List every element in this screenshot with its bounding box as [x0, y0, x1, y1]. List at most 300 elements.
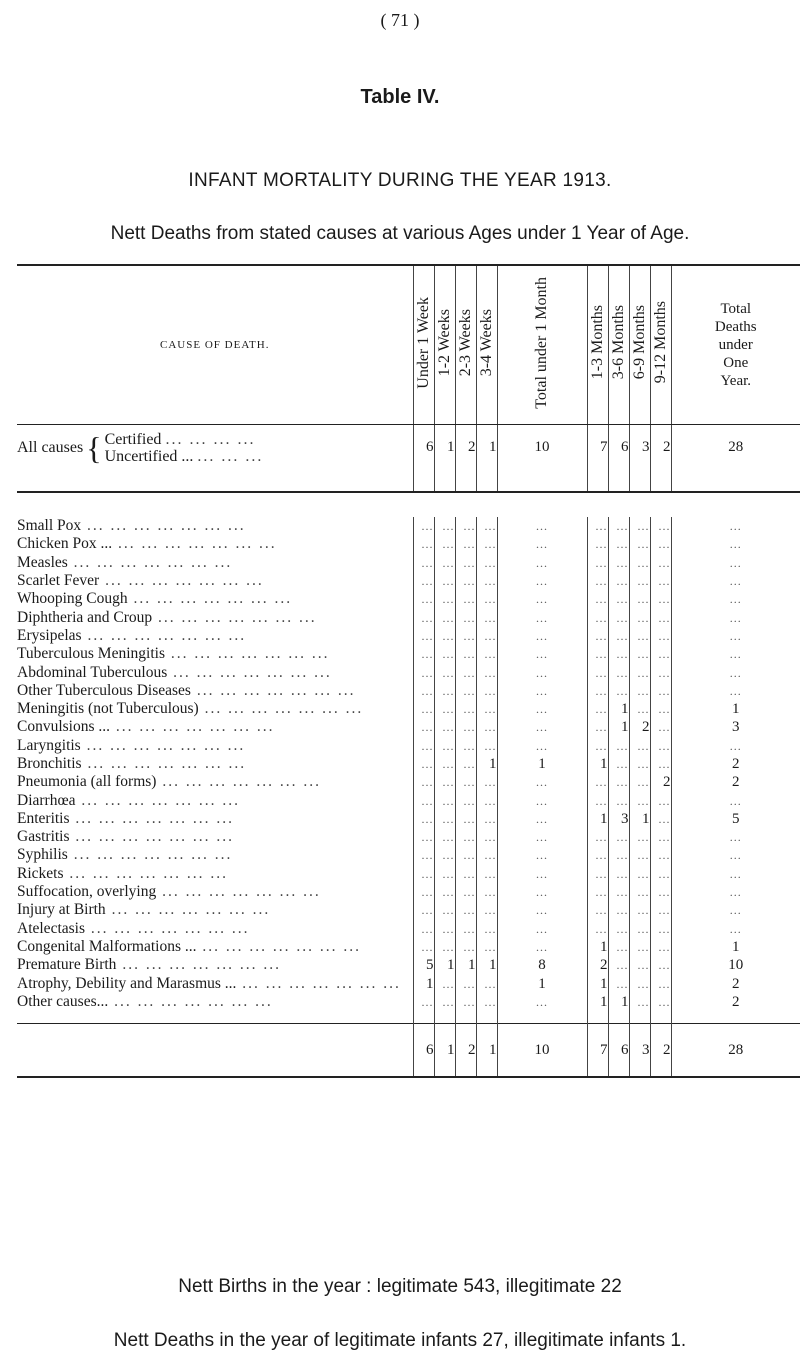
- col-header-9-12-months: 9-12 Months: [650, 265, 671, 425]
- cause-row: [17, 974, 800, 992]
- empty-cell: ...: [455, 663, 476, 681]
- table-subtitle: INFANT MORTALITY DURING THE YEAR 1913.: [188, 170, 612, 191]
- value-cell: 6: [413, 425, 434, 493]
- value-cell: 2: [650, 425, 671, 493]
- empty-cell: ...: [434, 901, 455, 919]
- empty-cell: ...: [497, 682, 587, 700]
- empty-cell: ...: [434, 554, 455, 572]
- empty-cell: ...: [413, 590, 434, 608]
- empty-cell: ...: [434, 700, 455, 718]
- empty-cell: ...: [629, 938, 650, 956]
- empty-cell: ...: [629, 956, 650, 974]
- empty-cell: ...: [671, 572, 800, 590]
- uncertified-label: Uncertified ... ... ... ...: [104, 448, 264, 465]
- empty-cell: ...: [455, 535, 476, 553]
- empty-cell: ...: [671, 901, 800, 919]
- empty-cell: ...: [650, 938, 671, 956]
- empty-cell: ...: [434, 810, 455, 828]
- empty-cell: ...: [413, 920, 434, 938]
- empty-cell: ...: [476, 883, 497, 901]
- empty-cell: ...: [476, 572, 497, 590]
- value-cell: 2: [455, 425, 476, 493]
- empty-cell: ...: [629, 700, 650, 718]
- value-cell: 7: [587, 425, 608, 493]
- empty-cell: ...: [587, 554, 608, 572]
- cause-label: Enteritis ... ... ... ... ... ... ...: [17, 809, 235, 827]
- empty-cell: ...: [413, 554, 434, 572]
- empty-cell: ...: [434, 865, 455, 883]
- empty-cell: ...: [455, 755, 476, 773]
- empty-cell: ...: [413, 608, 434, 626]
- cause-header: CAUSE OF DEATH.: [17, 265, 413, 425]
- empty-cell: ...: [629, 993, 650, 1024]
- empty-cell: ...: [629, 682, 650, 700]
- cause-row: [17, 755, 800, 773]
- empty-cell: ...: [413, 810, 434, 828]
- empty-cell: ...: [671, 828, 800, 846]
- value-cell: 2: [587, 956, 608, 974]
- empty-cell: ...: [455, 901, 476, 919]
- empty-cell: ...: [671, 791, 800, 809]
- empty-cell: ...: [608, 865, 629, 883]
- cause-row: [17, 682, 800, 700]
- empty-cell: ...: [650, 920, 671, 938]
- empty-cell: ...: [629, 517, 650, 535]
- empty-cell: ...: [629, 791, 650, 809]
- cause-row: [17, 590, 800, 608]
- page-number: ( 71 ): [380, 10, 420, 30]
- col-header-under-1-week: Under 1 Week: [413, 265, 434, 425]
- empty-cell: ...: [434, 755, 455, 773]
- empty-cell: ...: [629, 590, 650, 608]
- empty-cell: ...: [455, 846, 476, 864]
- value-cell: 3: [629, 425, 650, 493]
- empty-cell: ...: [650, 517, 671, 535]
- empty-cell: ...: [608, 590, 629, 608]
- empty-cell: ...: [497, 938, 587, 956]
- empty-cell: ...: [476, 791, 497, 809]
- empty-cell: ...: [497, 718, 587, 736]
- empty-cell: ...: [650, 828, 671, 846]
- empty-cell: ...: [434, 627, 455, 645]
- empty-cell: ...: [476, 590, 497, 608]
- cause-label: Other causes... ... ... ... ... ... ... ...: [17, 992, 273, 1010]
- value-cell: 2: [671, 993, 800, 1024]
- empty-cell: ...: [608, 663, 629, 681]
- empty-cell: ...: [413, 993, 434, 1024]
- empty-cell: ...: [476, 627, 497, 645]
- value-cell: 1: [497, 974, 587, 992]
- empty-cell: ...: [455, 883, 476, 901]
- value-cell: 2: [671, 974, 800, 992]
- empty-cell: ...: [650, 974, 671, 992]
- value-cell: 2: [650, 1024, 671, 1078]
- empty-cell: ...: [587, 572, 608, 590]
- empty-cell: ...: [476, 828, 497, 846]
- empty-cell: ...: [497, 645, 587, 663]
- empty-cell: ...: [650, 901, 671, 919]
- empty-cell: ...: [497, 810, 587, 828]
- cause-row: [17, 993, 800, 1024]
- value-cell: 1: [434, 425, 455, 493]
- empty-cell: ...: [455, 810, 476, 828]
- empty-cell: ...: [434, 737, 455, 755]
- empty-cell: ...: [608, 572, 629, 590]
- value-cell: 6: [413, 1024, 434, 1078]
- empty-cell: ...: [413, 572, 434, 590]
- col-header-3-6-months: 3-6 Months: [608, 265, 629, 425]
- cause-row: [17, 718, 800, 736]
- empty-cell: ...: [650, 645, 671, 663]
- empty-cell: ...: [608, 901, 629, 919]
- cause-label: Premature Birth ... ... ... ... ... ... ...: [17, 956, 281, 974]
- cause-label: Diarrhœa ... ... ... ... ... ... ...: [17, 791, 241, 809]
- totals-label: [17, 1024, 413, 1078]
- cause-row: [17, 535, 800, 553]
- empty-cell: ...: [497, 590, 587, 608]
- cause-row: [17, 865, 800, 883]
- cause-row: [17, 901, 800, 919]
- empty-cell: ...: [413, 535, 434, 553]
- cause-row: [17, 663, 800, 681]
- empty-cell: ...: [434, 590, 455, 608]
- col-header-2-3-weeks: 2-3 Weeks: [455, 265, 476, 425]
- empty-cell: ...: [629, 883, 650, 901]
- empty-cell: ...: [455, 773, 476, 791]
- empty-cell: ...: [476, 645, 497, 663]
- empty-cell: ...: [497, 773, 587, 791]
- cause-label: Rickets ... ... ... ... ... ... ...: [17, 864, 228, 882]
- empty-cell: ...: [608, 535, 629, 553]
- empty-cell: ...: [455, 608, 476, 626]
- empty-cell: ...: [413, 865, 434, 883]
- value-cell: 1: [497, 755, 587, 773]
- certified-label: Certified ... ... ... ...: [104, 431, 256, 448]
- cause-label: Small Pox ... ... ... ... ... ... ...: [17, 517, 246, 535]
- empty-cell: ...: [476, 718, 497, 736]
- value-cell: 1: [587, 938, 608, 956]
- empty-cell: ...: [608, 682, 629, 700]
- empty-cell: ...: [587, 590, 608, 608]
- empty-cell: ...: [413, 700, 434, 718]
- value-cell: 2: [671, 755, 800, 773]
- cause-label: Congenital Malformations ... ... ... ... ... ... ... ...: [17, 937, 362, 955]
- empty-cell: ...: [476, 535, 497, 553]
- cause-label: Meningitis (not Tuberculous) ... ... ... ... ... ... ...: [17, 700, 364, 718]
- empty-cell: ...: [413, 883, 434, 901]
- table-title: Table IV.: [360, 86, 440, 108]
- cause-row: [17, 645, 800, 663]
- col-header-1-2-weeks: 1-2 Weeks: [434, 265, 455, 425]
- empty-cell: ...: [587, 517, 608, 535]
- value-cell: 1: [434, 956, 455, 974]
- empty-cell: ...: [455, 791, 476, 809]
- empty-cell: ...: [434, 920, 455, 938]
- empty-cell: ...: [476, 993, 497, 1024]
- cause-label: Injury at Birth ... ... ... ... ... ... ...: [17, 901, 271, 919]
- empty-cell: ...: [476, 810, 497, 828]
- value-cell: 2: [671, 773, 800, 791]
- empty-cell: ...: [650, 737, 671, 755]
- empty-cell: ...: [455, 865, 476, 883]
- empty-cell: ...: [497, 901, 587, 919]
- empty-cell: ...: [413, 627, 434, 645]
- table-note: Nett Deaths from stated causes at various Ages under 1 Year of Age.: [110, 223, 690, 244]
- empty-cell: ...: [587, 883, 608, 901]
- empty-cell: ...: [476, 737, 497, 755]
- value-cell: 1: [455, 956, 476, 974]
- value-cell: 3: [629, 1024, 650, 1078]
- empty-cell: ...: [497, 920, 587, 938]
- value-cell: 6: [608, 425, 629, 493]
- cause-row: [17, 810, 800, 828]
- empty-cell: ...: [434, 663, 455, 681]
- value-cell: 1: [671, 700, 800, 718]
- brace-glyph: {: [86, 430, 102, 466]
- value-cell: 10: [671, 956, 800, 974]
- empty-cell: ...: [587, 645, 608, 663]
- value-cell: 2: [650, 773, 671, 791]
- empty-cell: ...: [476, 901, 497, 919]
- empty-cell: ...: [587, 791, 608, 809]
- empty-cell: ...: [650, 554, 671, 572]
- empty-cell: ...: [497, 791, 587, 809]
- empty-cell: ...: [650, 535, 671, 553]
- empty-cell: ...: [413, 645, 434, 663]
- empty-cell: ...: [497, 883, 587, 901]
- empty-cell: ...: [434, 535, 455, 553]
- empty-cell: ...: [455, 993, 476, 1024]
- value-cell: 1: [629, 810, 650, 828]
- empty-cell: ...: [608, 883, 629, 901]
- value-cell: 1: [608, 718, 629, 736]
- empty-cell: ...: [434, 993, 455, 1024]
- empty-cell: ...: [476, 682, 497, 700]
- empty-cell: ...: [629, 846, 650, 864]
- empty-cell: ...: [413, 737, 434, 755]
- cause-row: [17, 846, 800, 864]
- empty-cell: ...: [587, 627, 608, 645]
- value-cell: 1: [587, 974, 608, 992]
- empty-cell: ...: [671, 682, 800, 700]
- value-cell: 1: [587, 810, 608, 828]
- empty-cell: ...: [629, 773, 650, 791]
- empty-cell: ...: [587, 901, 608, 919]
- empty-cell: ...: [476, 938, 497, 956]
- value-cell: 1: [587, 755, 608, 773]
- empty-cell: ...: [629, 572, 650, 590]
- cause-label: Laryngitis ... ... ... ... ... ... ...: [17, 736, 246, 754]
- empty-cell: ...: [476, 865, 497, 883]
- empty-cell: ...: [434, 828, 455, 846]
- cause-label: Tuberculous Meningitis ... ... ... ... ... ... ...: [17, 645, 330, 663]
- empty-cell: ...: [497, 737, 587, 755]
- empty-cell: ...: [671, 883, 800, 901]
- value-cell: 8: [497, 956, 587, 974]
- empty-cell: ...: [497, 846, 587, 864]
- empty-cell: ...: [587, 700, 608, 718]
- value-cell: 5: [671, 810, 800, 828]
- empty-cell: ...: [455, 572, 476, 590]
- empty-cell: ...: [587, 846, 608, 864]
- empty-cell: ...: [629, 920, 650, 938]
- value-cell: 1: [671, 938, 800, 956]
- empty-cell: ...: [587, 773, 608, 791]
- empty-cell: ...: [434, 974, 455, 992]
- empty-cell: ...: [671, 737, 800, 755]
- empty-cell: ...: [650, 572, 671, 590]
- empty-cell: ...: [608, 608, 629, 626]
- value-cell: 1: [476, 956, 497, 974]
- cause-row: [17, 791, 800, 809]
- empty-cell: ...: [650, 993, 671, 1024]
- empty-cell: ...: [413, 663, 434, 681]
- cause-label: Gastritis ... ... ... ... ... ... ...: [17, 828, 235, 846]
- spacer-row: [17, 492, 800, 517]
- empty-cell: ...: [608, 755, 629, 773]
- empty-cell: ...: [455, 974, 476, 992]
- empty-cell: ...: [476, 920, 497, 938]
- empty-cell: ...: [476, 773, 497, 791]
- cause-row: [17, 608, 800, 626]
- empty-cell: ...: [608, 645, 629, 663]
- empty-cell: ...: [476, 608, 497, 626]
- empty-cell: ...: [629, 663, 650, 681]
- empty-cell: ...: [587, 718, 608, 736]
- empty-cell: ...: [608, 554, 629, 572]
- empty-cell: ...: [650, 627, 671, 645]
- all-causes-label: All causes: [17, 439, 84, 456]
- empty-cell: ...: [413, 755, 434, 773]
- cause-label: Abdominal Tuberculous ... ... ... ... ... ... ...: [17, 663, 332, 681]
- empty-cell: ...: [413, 901, 434, 919]
- empty-cell: ...: [434, 718, 455, 736]
- empty-cell: ...: [671, 590, 800, 608]
- value-cell: 6: [608, 1024, 629, 1078]
- empty-cell: ...: [413, 517, 434, 535]
- empty-cell: ...: [497, 865, 587, 883]
- empty-cell: ...: [629, 535, 650, 553]
- empty-cell: ...: [455, 737, 476, 755]
- empty-cell: ...: [497, 535, 587, 553]
- empty-cell: ...: [671, 865, 800, 883]
- empty-cell: ...: [671, 846, 800, 864]
- empty-cell: ...: [476, 700, 497, 718]
- cause-row: [17, 737, 800, 755]
- empty-cell: ...: [455, 645, 476, 663]
- empty-cell: ...: [434, 682, 455, 700]
- empty-cell: ...: [629, 974, 650, 992]
- empty-cell: ...: [497, 572, 587, 590]
- empty-cell: ...: [587, 608, 608, 626]
- empty-cell: ...: [608, 737, 629, 755]
- cause-label: Atelectasis ... ... ... ... ... ... ...: [17, 919, 250, 937]
- cause-label: Other Tuberculous Diseases ... ... ... ... ... ... ...: [17, 681, 356, 699]
- cause-label: Chicken Pox ... ... ... ... ... ... ... ...: [17, 535, 277, 553]
- empty-cell: ...: [650, 755, 671, 773]
- empty-cell: ...: [650, 883, 671, 901]
- col-header-total-deaths: Total Deaths under One Year.: [671, 265, 800, 425]
- empty-cell: ...: [455, 554, 476, 572]
- empty-cell: ...: [671, 920, 800, 938]
- empty-cell: ...: [608, 828, 629, 846]
- empty-cell: ...: [476, 974, 497, 992]
- empty-cell: ...: [587, 920, 608, 938]
- empty-cell: ...: [413, 682, 434, 700]
- value-cell: 1: [608, 700, 629, 718]
- cause-row: [17, 554, 800, 572]
- cause-row: [17, 956, 800, 974]
- empty-cell: ...: [650, 700, 671, 718]
- header-row: [17, 265, 800, 425]
- empty-cell: ...: [413, 791, 434, 809]
- empty-cell: ...: [455, 682, 476, 700]
- cause-label: Bronchitis ... ... ... ... ... ... ...: [17, 755, 247, 772]
- empty-cell: ...: [671, 645, 800, 663]
- all-causes-row: [17, 425, 800, 493]
- cause-row: [17, 828, 800, 846]
- col-header-1-3-months: 1-3 Months: [587, 265, 608, 425]
- empty-cell: ...: [497, 663, 587, 681]
- col-header-3-4-weeks: 3-4 Weeks: [476, 265, 497, 425]
- infant-mortality-table: [17, 264, 800, 1078]
- empty-cell: ...: [476, 663, 497, 681]
- empty-cell: ...: [587, 682, 608, 700]
- empty-cell: ...: [587, 828, 608, 846]
- empty-cell: ...: [455, 920, 476, 938]
- empty-cell: ...: [455, 828, 476, 846]
- value-cell: 1: [608, 993, 629, 1024]
- totals-row: [17, 1024, 800, 1078]
- empty-cell: ...: [455, 517, 476, 535]
- empty-cell: ...: [497, 627, 587, 645]
- empty-cell: ...: [650, 791, 671, 809]
- empty-cell: ...: [629, 645, 650, 663]
- empty-cell: ...: [671, 608, 800, 626]
- empty-cell: ...: [413, 718, 434, 736]
- empty-cell: ...: [587, 737, 608, 755]
- empty-cell: ...: [413, 846, 434, 864]
- cause-label: Syphilis ... ... ... ... ... ... ...: [17, 846, 233, 864]
- empty-cell: ...: [608, 846, 629, 864]
- empty-cell: ...: [455, 718, 476, 736]
- empty-cell: ...: [413, 938, 434, 956]
- empty-cell: ...: [650, 590, 671, 608]
- empty-cell: ...: [455, 938, 476, 956]
- footer-deaths: Nett Deaths in the year of legitimate infants 27, illegitimate infants 1.: [113, 1330, 687, 1351]
- value-cell: 1: [476, 425, 497, 493]
- cause-row: [17, 627, 800, 645]
- empty-cell: ...: [650, 846, 671, 864]
- cause-label: Suffocation, overlying ... ... ... ... ... ... ...: [17, 883, 321, 901]
- footer-births: Nett Births in the year : legitimate 543, illegitimate 22: [178, 1276, 622, 1297]
- value-cell: 3: [608, 810, 629, 828]
- empty-cell: ...: [629, 901, 650, 919]
- cause-row: [17, 517, 800, 535]
- empty-cell: ...: [455, 627, 476, 645]
- value-cell: 1: [587, 993, 608, 1024]
- empty-cell: ...: [608, 938, 629, 956]
- empty-cell: ...: [608, 773, 629, 791]
- empty-cell: ...: [434, 791, 455, 809]
- empty-cell: ...: [434, 883, 455, 901]
- empty-cell: ...: [650, 663, 671, 681]
- empty-cell: ...: [497, 517, 587, 535]
- value-cell: 2: [455, 1024, 476, 1078]
- empty-cell: ...: [629, 755, 650, 773]
- empty-cell: ...: [434, 608, 455, 626]
- empty-cell: ...: [650, 608, 671, 626]
